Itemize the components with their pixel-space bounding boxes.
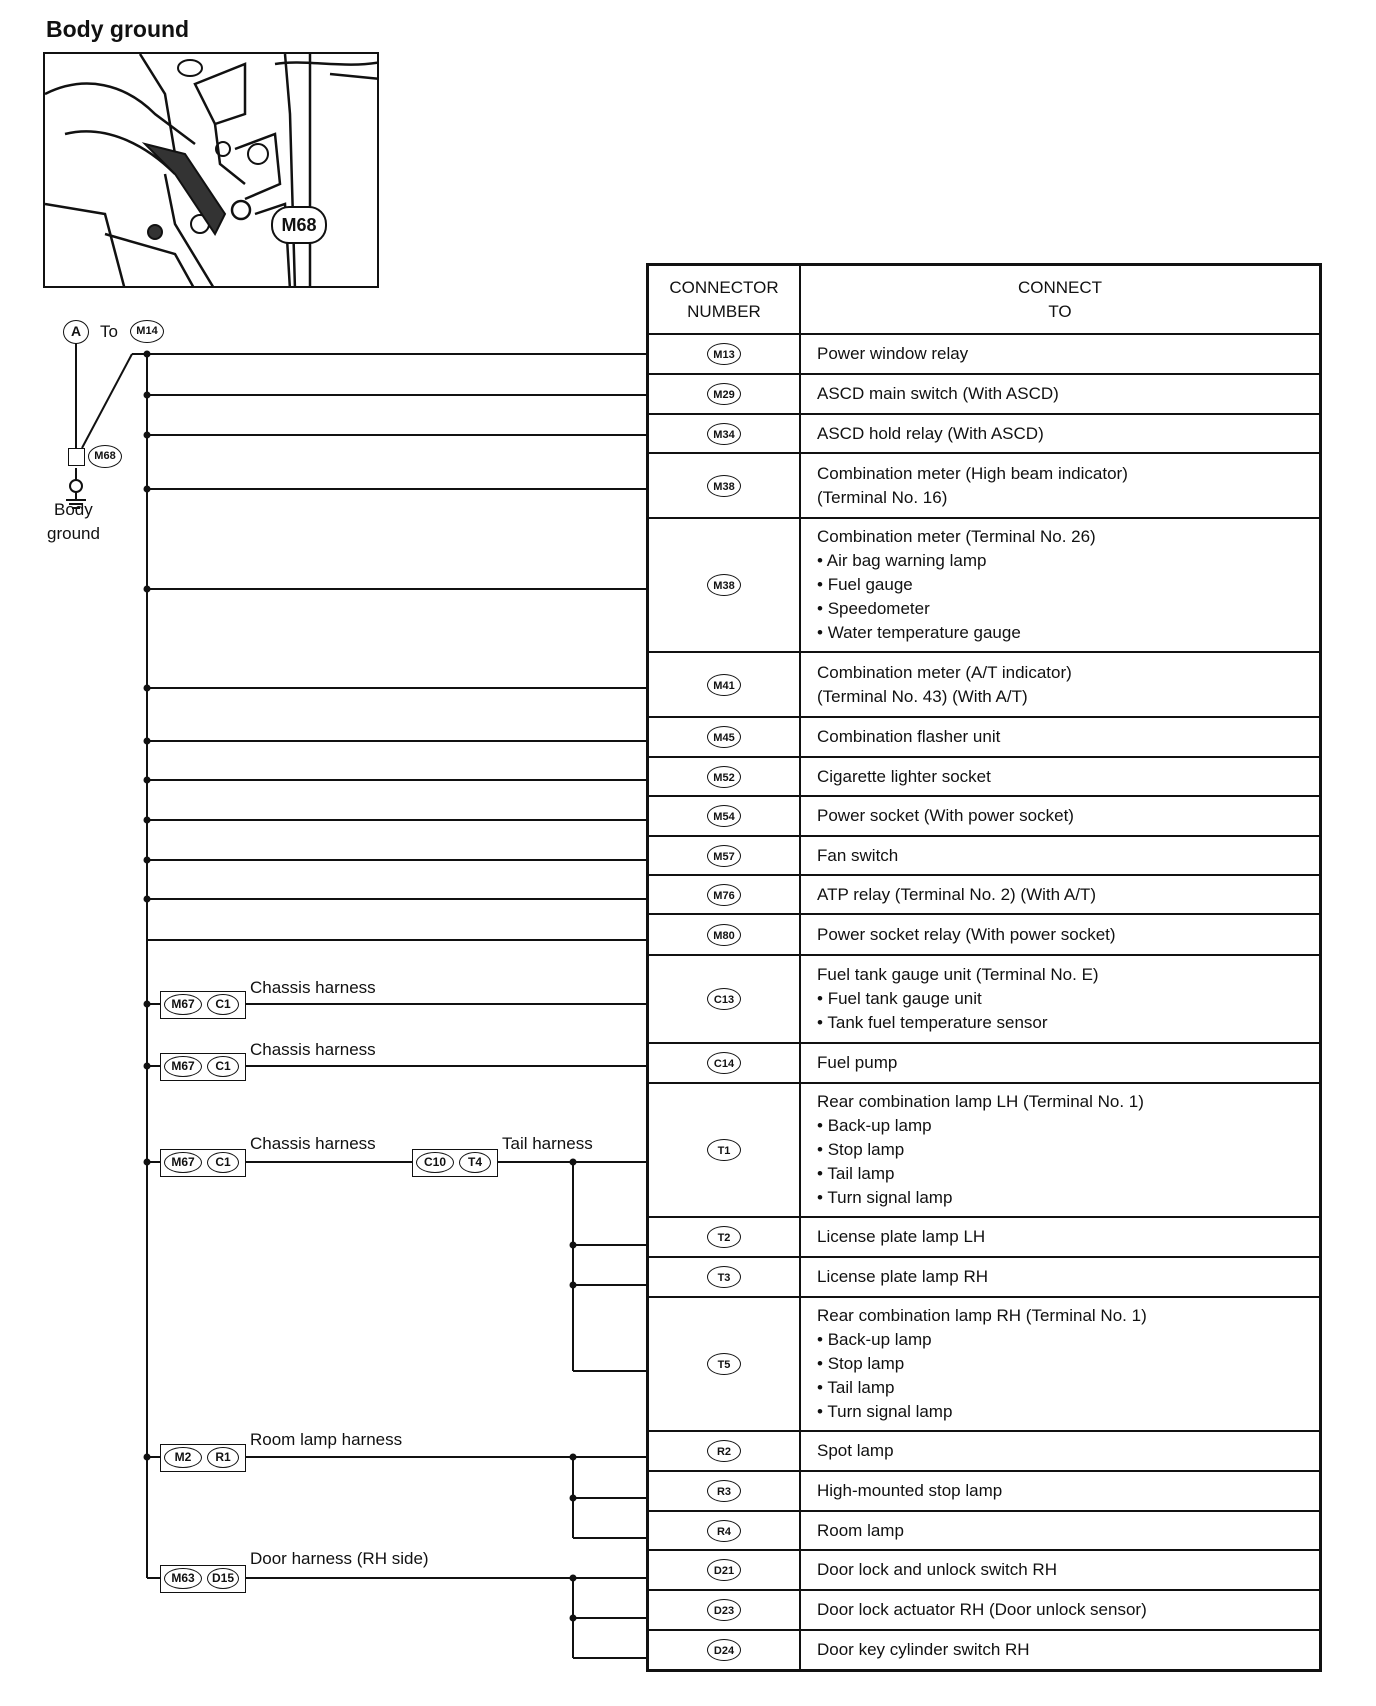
photo-connector-label: M68 xyxy=(271,206,327,244)
bullet-item: • Speedometer xyxy=(817,597,1319,621)
connect-to-text: Rear combination lamp RH (Terminal No. 1) xyxy=(817,1306,1147,1325)
page-title: Body ground xyxy=(46,16,190,42)
bullet-item: • Tank fuel temperature sensor xyxy=(817,1011,1319,1035)
connect-to-text: Rear combination lamp LH (Terminal No. 1) xyxy=(817,1092,1144,1111)
connect-to-cell xyxy=(800,414,1321,453)
connect-to-cell xyxy=(800,1630,1321,1670)
connector-badge: D21 xyxy=(707,1559,741,1581)
connect-to-cell xyxy=(800,1511,1321,1550)
connect-to-text: (Terminal No. 43) (With A/T) xyxy=(817,686,1028,706)
connector-number-cell xyxy=(648,1590,801,1630)
connect-to-text: Combination meter (High beam indicator) xyxy=(817,463,1128,483)
connector-badge: M41 xyxy=(707,674,741,696)
bullet-item: • Tail lamp xyxy=(817,1162,1319,1186)
bullet-list xyxy=(817,1328,1319,1424)
bullet-list xyxy=(817,1114,1319,1210)
connector-number-cell xyxy=(648,875,801,914)
harness-label: Chassis harness xyxy=(250,1134,376,1153)
table-row xyxy=(648,1511,1321,1550)
bullet-item: • Tail lamp xyxy=(817,1376,1319,1400)
connect-to-cell xyxy=(800,374,1321,414)
connector-table xyxy=(646,263,1322,1672)
connector-badge: T3 xyxy=(707,1266,741,1288)
connect-to-cell xyxy=(800,955,1321,1043)
table-row xyxy=(648,1217,1321,1257)
connector-badge: M54 xyxy=(707,805,741,827)
table-row xyxy=(648,334,1321,374)
table-row xyxy=(648,796,1321,836)
connector-number-cell xyxy=(648,1431,801,1471)
connector-badge: T2 xyxy=(707,1226,741,1248)
connector-badge: C14 xyxy=(707,1052,741,1074)
header-connect-to: CONNECT TO xyxy=(800,265,1321,335)
connect-to-text: Combination flasher unit xyxy=(817,727,1001,746)
connector-badge: M34 xyxy=(707,423,741,445)
connect-to-text: ASCD hold relay (With ASCD) xyxy=(817,423,1044,443)
bullet-item: • Back-up lamp xyxy=(817,1114,1319,1138)
connect-to-text: License plate lamp RH xyxy=(817,1267,989,1286)
connect-to-text: Power socket (With power socket) xyxy=(817,806,1074,825)
table-row xyxy=(648,717,1321,757)
connect-to-cell xyxy=(800,717,1321,757)
connector-badge: T1 xyxy=(707,1139,741,1161)
connect-to-text: Room lamp xyxy=(817,1520,904,1540)
connect-to-cell xyxy=(800,1043,1321,1083)
connector-badge: M29 xyxy=(707,383,741,405)
connect-to-cell xyxy=(800,914,1321,955)
connect-to-text: Combination meter (A/T indicator) xyxy=(817,662,1072,682)
harness-label: Chassis harness xyxy=(250,1040,376,1059)
connect-to-text: Spot lamp xyxy=(817,1441,894,1460)
connector-badge: D24 xyxy=(707,1639,741,1661)
table-row xyxy=(648,518,1321,652)
bullet-item: • Turn signal lamp xyxy=(817,1186,1319,1210)
connector-badge: M13 xyxy=(707,343,741,365)
connector-number-cell xyxy=(648,518,801,652)
connect-to-text: (Terminal No. 16) xyxy=(817,487,948,507)
table-row xyxy=(648,414,1321,453)
connect-to-cell xyxy=(800,796,1321,836)
harness-connector-pair: M63 D15 xyxy=(160,1565,246,1593)
connector-badge: D23 xyxy=(707,1599,741,1621)
connect-to-cell xyxy=(800,1257,1321,1297)
connector-badge: M76 xyxy=(707,884,741,906)
connect-to-cell xyxy=(800,518,1321,652)
harness-connector-pair: M67 C1 xyxy=(160,1149,246,1177)
connect-to-cell xyxy=(800,836,1321,875)
table-row xyxy=(648,1630,1321,1670)
body-ground-label-1: Body xyxy=(54,500,93,519)
harness-connector-pair: M67 C1 xyxy=(160,1053,246,1081)
connect-to-text: Door key cylinder switch RH xyxy=(817,1639,1030,1659)
connector-number-cell xyxy=(648,1471,801,1511)
connect-to-text: Cigarette lighter socket xyxy=(817,766,991,786)
bullet-item: • Back-up lamp xyxy=(817,1328,1319,1352)
connect-to-text: ASCD main switch (With ASCD) xyxy=(817,384,1059,403)
table-row xyxy=(648,1257,1321,1297)
connector-number-cell xyxy=(648,717,801,757)
circle-a-marker: A xyxy=(63,320,89,344)
connect-to-cell xyxy=(800,1471,1321,1511)
connector-number-cell xyxy=(648,796,801,836)
table-row xyxy=(648,1297,1321,1431)
harness-label: Chassis harness xyxy=(250,978,376,997)
ground-connector-m68: M68 xyxy=(88,445,122,468)
connect-to-cell xyxy=(800,757,1321,796)
harness-label: Room lamp harness xyxy=(250,1430,403,1449)
connect-to-text: License plate lamp LH xyxy=(817,1227,986,1246)
table-row xyxy=(648,374,1321,414)
connector-badge: R3 xyxy=(707,1480,741,1502)
table-body xyxy=(648,334,1321,1670)
bullet-item: • Turn signal lamp xyxy=(817,1400,1319,1424)
bullet-item: • Stop lamp xyxy=(817,1352,1319,1376)
bullet-item: • Fuel gauge xyxy=(817,573,1319,597)
body-ground-illustration xyxy=(45,54,379,288)
connect-to-cell xyxy=(800,875,1321,914)
to-label: To xyxy=(100,322,118,341)
connect-to-cell xyxy=(800,1590,1321,1630)
connector-number-cell xyxy=(648,1217,801,1257)
harness-connector-pair: M2 R1 xyxy=(160,1444,246,1472)
table-row xyxy=(648,1431,1321,1471)
table-row xyxy=(648,1550,1321,1590)
connector-number-cell xyxy=(648,334,801,374)
bullet-list xyxy=(817,549,1319,645)
table-row xyxy=(648,757,1321,796)
harness-label: Tail harness xyxy=(502,1134,593,1153)
connector-number-cell xyxy=(648,414,801,453)
connect-to-cell xyxy=(800,334,1321,374)
connector-badge: C13 xyxy=(707,988,741,1010)
table-row xyxy=(648,1471,1321,1511)
table-row xyxy=(648,955,1321,1043)
connector-number-cell xyxy=(648,1043,801,1083)
connector-number-cell xyxy=(648,374,801,414)
connect-to-text: Fan switch xyxy=(817,845,899,865)
connect-to-text: Combination meter (Terminal No. 26) xyxy=(817,527,1096,546)
connect-to-text: Fuel tank gauge unit (Terminal No. E) xyxy=(817,965,1099,984)
connector-number-cell xyxy=(648,1083,801,1217)
location-illustration xyxy=(43,52,379,288)
connector-number-cell xyxy=(648,757,801,796)
connector-badge: M52 xyxy=(707,766,741,788)
connector-number-cell xyxy=(648,453,801,518)
ground-terminal-square xyxy=(68,448,85,466)
connector-number-cell xyxy=(648,1630,801,1670)
connector-badge: M38 xyxy=(707,475,741,497)
bullet-item: • Water temperature gauge xyxy=(817,621,1319,645)
table-row xyxy=(648,914,1321,955)
connector-number-cell xyxy=(648,1257,801,1297)
table-row xyxy=(648,1590,1321,1630)
body-ground-label-2: ground xyxy=(47,524,100,543)
connect-to-cell xyxy=(800,1550,1321,1590)
connector-badge: T5 xyxy=(707,1353,741,1375)
connect-to-text: Fuel pump xyxy=(817,1053,898,1072)
connect-to-text: Door lock actuator RH (Door unlock sensor) xyxy=(817,1600,1147,1619)
bullet-item: • Fuel tank gauge unit xyxy=(817,987,1319,1011)
connect-to-cell xyxy=(800,453,1321,518)
connect-to-text: Door lock and unlock switch RH xyxy=(817,1560,1057,1579)
connector-number-cell xyxy=(648,652,801,717)
connect-to-text: High-mounted stop lamp xyxy=(817,1481,1003,1500)
connector-number-cell xyxy=(648,914,801,955)
harness-label: Door harness (RH side) xyxy=(250,1549,429,1568)
table-row xyxy=(648,652,1321,717)
connector-badge: R2 xyxy=(707,1440,741,1462)
table-row xyxy=(648,1083,1321,1217)
connect-to-cell xyxy=(800,1217,1321,1257)
connect-to-cell xyxy=(800,1083,1321,1217)
connector-badge: M57 xyxy=(707,845,741,867)
to-connector-m14: M14 xyxy=(130,320,164,343)
header-connector-number: CONNECTOR NUMBER xyxy=(648,265,801,335)
bullet-item: • Stop lamp xyxy=(817,1138,1319,1162)
table-row xyxy=(648,1043,1321,1083)
table-row xyxy=(648,875,1321,914)
harness-connector-pair: C10 T4 xyxy=(412,1149,498,1177)
table-row xyxy=(648,836,1321,875)
table-row xyxy=(648,453,1321,518)
connect-to-cell xyxy=(800,1297,1321,1431)
connect-to-cell xyxy=(800,1431,1321,1471)
harness-connector-pair: M67 C1 xyxy=(160,991,246,1019)
connector-number-cell xyxy=(648,836,801,875)
connector-number-cell xyxy=(648,955,801,1043)
table-header-row xyxy=(648,265,1321,335)
connect-to-cell xyxy=(800,652,1321,717)
connector-badge: M38 xyxy=(707,574,741,596)
connector-number-cell xyxy=(648,1297,801,1431)
bullet-list xyxy=(817,987,1319,1035)
connector-badge: R4 xyxy=(707,1520,741,1542)
connect-to-text: ATP relay (Terminal No. 2) (With A/T) xyxy=(817,884,1096,904)
connector-number-cell xyxy=(648,1511,801,1550)
connector-number-cell xyxy=(648,1550,801,1590)
connector-badge: M80 xyxy=(707,924,741,946)
connect-to-text: Power socket relay (With power socket) xyxy=(817,924,1116,944)
connect-to-text: Power window relay xyxy=(817,344,969,363)
bullet-item: • Air bag warning lamp xyxy=(817,549,1319,573)
connector-badge: M45 xyxy=(707,726,741,748)
